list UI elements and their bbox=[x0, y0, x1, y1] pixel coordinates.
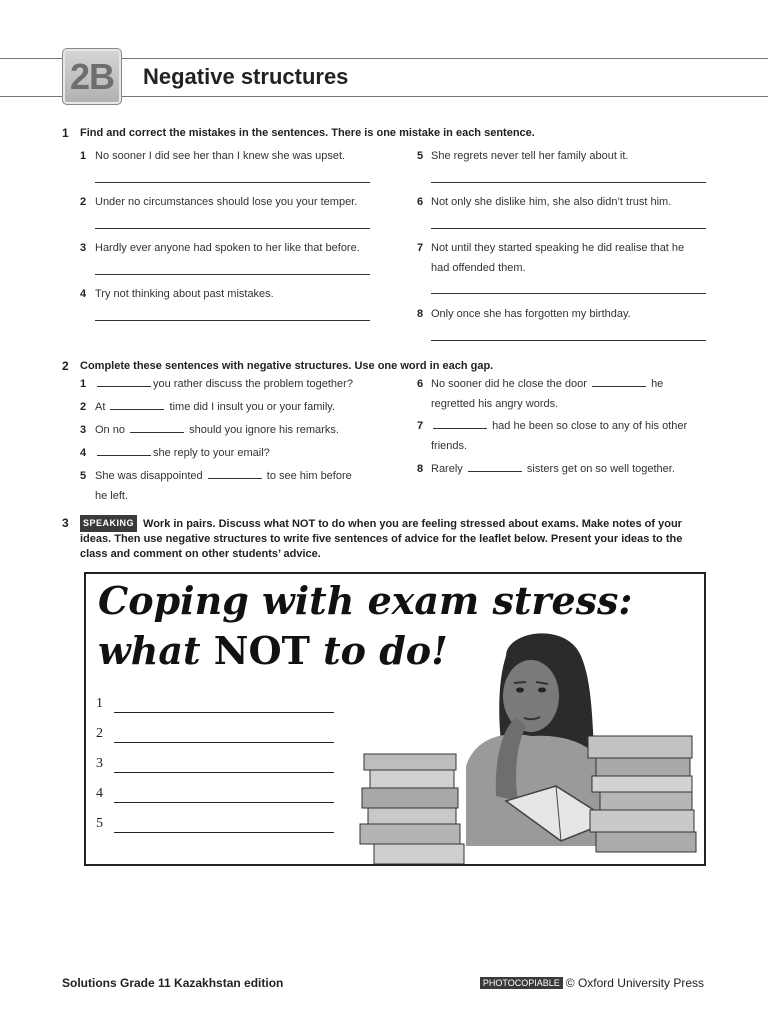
ex1-answer-line[interactable] bbox=[95, 228, 370, 229]
ex2-item-text: At time did I insult you or your family. bbox=[95, 401, 335, 413]
unit-badge: 2B bbox=[62, 48, 122, 105]
ex2-item-text: had he been so close to any of his other bbox=[431, 416, 687, 436]
ex1-item-text: Under no circumstances should lose you your temper. bbox=[95, 196, 358, 208]
leaflet-answer-line[interactable] bbox=[114, 742, 334, 743]
ex2-item-text: On no should you ignore his remarks. bbox=[95, 424, 339, 436]
ex2-item-number: 1 bbox=[80, 378, 87, 390]
leaflet-item-number: 5 bbox=[96, 816, 103, 831]
ex1-item-text: Only once she has forgotten my birthday. bbox=[431, 308, 631, 320]
ex1-item-text: Not until they started speaking he did realise that he bbox=[431, 242, 685, 254]
ex1-item-text: No sooner I did see her than I knew she was upset. bbox=[95, 150, 346, 162]
left-book-stack bbox=[360, 754, 464, 864]
ex1-item-text: Not only she dislike him, she also didn’t trust him. bbox=[431, 196, 672, 208]
poster-title-line-1: Coping with exam stress: bbox=[98, 578, 633, 623]
ex2-item-text-continued: regretted his angry words. bbox=[431, 398, 559, 410]
ex1-item-number: 4 bbox=[80, 288, 87, 300]
exercise-3-number: 3 bbox=[62, 516, 69, 530]
ex2-item-text: No sooner did he close the door he bbox=[431, 378, 664, 390]
ex1-item-number: 8 bbox=[417, 308, 424, 320]
ex2-item-number: 5 bbox=[80, 470, 87, 482]
gap-field[interactable] bbox=[97, 376, 151, 387]
ex2-item-number: 4 bbox=[80, 447, 87, 459]
exercise-2-instruction: Complete these sentences with negative structures. Use one word in each gap. bbox=[80, 360, 494, 372]
ex2-item-number: 6 bbox=[417, 378, 424, 390]
leaflet-item-number: 4 bbox=[96, 786, 103, 801]
exercise-1-instruction: Find and correct the mistakes in the sentences. There is one mistake in each sentence. bbox=[80, 127, 535, 139]
footer-book-title: Solutions Grade 11 Kazakhstan edition bbox=[62, 976, 284, 990]
ex1-answer-line[interactable] bbox=[95, 320, 370, 321]
ex1-answer-line[interactable] bbox=[431, 182, 706, 183]
footer-copyright: PHOTOCOPIABLE © Oxford University Press bbox=[480, 976, 704, 990]
ex1-item-number: 5 bbox=[417, 150, 424, 162]
ex1-item-number: 2 bbox=[80, 196, 87, 208]
leaflet-answer-line[interactable] bbox=[114, 802, 334, 803]
photocopiable-badge: PHOTOCOPIABLE bbox=[480, 977, 563, 989]
ex1-item-number: 1 bbox=[80, 150, 87, 162]
ex2-item-number: 2 bbox=[80, 401, 87, 413]
ex1-item-text: She regrets never tell her family about it. bbox=[431, 150, 629, 162]
speaking-tag: SPEAKING bbox=[80, 515, 137, 532]
ex1-item-number: 7 bbox=[417, 242, 424, 254]
gap-field[interactable] bbox=[130, 422, 184, 433]
gap-field[interactable] bbox=[208, 468, 262, 479]
page-title: Negative structures bbox=[143, 64, 349, 89]
ex2-item-number: 8 bbox=[417, 463, 424, 475]
gap-field[interactable] bbox=[110, 399, 164, 410]
student-face bbox=[503, 660, 559, 732]
gap-field[interactable] bbox=[592, 376, 646, 387]
ex2-item-text: she reply to your email? bbox=[95, 443, 270, 463]
ex1-answer-line[interactable] bbox=[431, 293, 706, 294]
ex1-answer-line[interactable] bbox=[431, 228, 706, 229]
poster-title-line-2: what NOT to do! bbox=[98, 628, 448, 673]
exercise-3-instruction: SPEAKING Work in pairs. Discuss what NOT to do when you are feeling stressed about exams. Make notes of your ideas. Then use negative structures to write five sentences of advice for the leaflet below. Present your ideas to the class and comment on other students’ advice. bbox=[80, 515, 682, 562]
ex2-item-text-continued: friends. bbox=[431, 440, 468, 452]
exercise-2-number: 2 bbox=[62, 359, 69, 373]
gap-field[interactable] bbox=[433, 418, 487, 429]
student-with-books-illustration bbox=[356, 626, 706, 866]
ex2-item-text: She was disappointed to see him before bbox=[95, 470, 352, 482]
ex2-item-text: you rather discuss the problem together? bbox=[95, 374, 353, 394]
leaflet-item-number: 2 bbox=[96, 726, 103, 741]
leaflet-answer-line[interactable] bbox=[114, 772, 334, 773]
ex1-answer-line[interactable] bbox=[95, 182, 370, 183]
ex1-item-text: Hardly ever anyone had spoken to her like that before. bbox=[95, 242, 360, 254]
exercise-1-number: 1 bbox=[62, 126, 69, 140]
leaflet-answer-line[interactable] bbox=[114, 712, 334, 713]
ex2-item-text: Rarely sisters get on so well together. bbox=[431, 463, 675, 475]
gap-field[interactable] bbox=[468, 461, 522, 472]
ex1-item-number: 3 bbox=[80, 242, 87, 254]
right-book-stack bbox=[588, 736, 696, 852]
ex1-item-text-continued: had offended them. bbox=[431, 262, 526, 274]
leaflet-item-number: 1 bbox=[96, 696, 103, 711]
ex2-item-number: 7 bbox=[417, 420, 424, 432]
ex1-item-text: Try not thinking about past mistakes. bbox=[95, 288, 274, 300]
leaflet-item-number: 3 bbox=[96, 756, 103, 771]
leaflet-answer-line[interactable] bbox=[114, 832, 334, 833]
gap-field[interactable] bbox=[97, 445, 151, 456]
ex2-item-number: 3 bbox=[80, 424, 87, 436]
ex1-answer-line[interactable] bbox=[95, 274, 370, 275]
ex2-item-text-continued: he left. bbox=[95, 490, 129, 502]
ex1-answer-line[interactable] bbox=[431, 340, 706, 341]
leaflet-poster bbox=[84, 572, 706, 866]
ex1-item-number: 6 bbox=[417, 196, 424, 208]
